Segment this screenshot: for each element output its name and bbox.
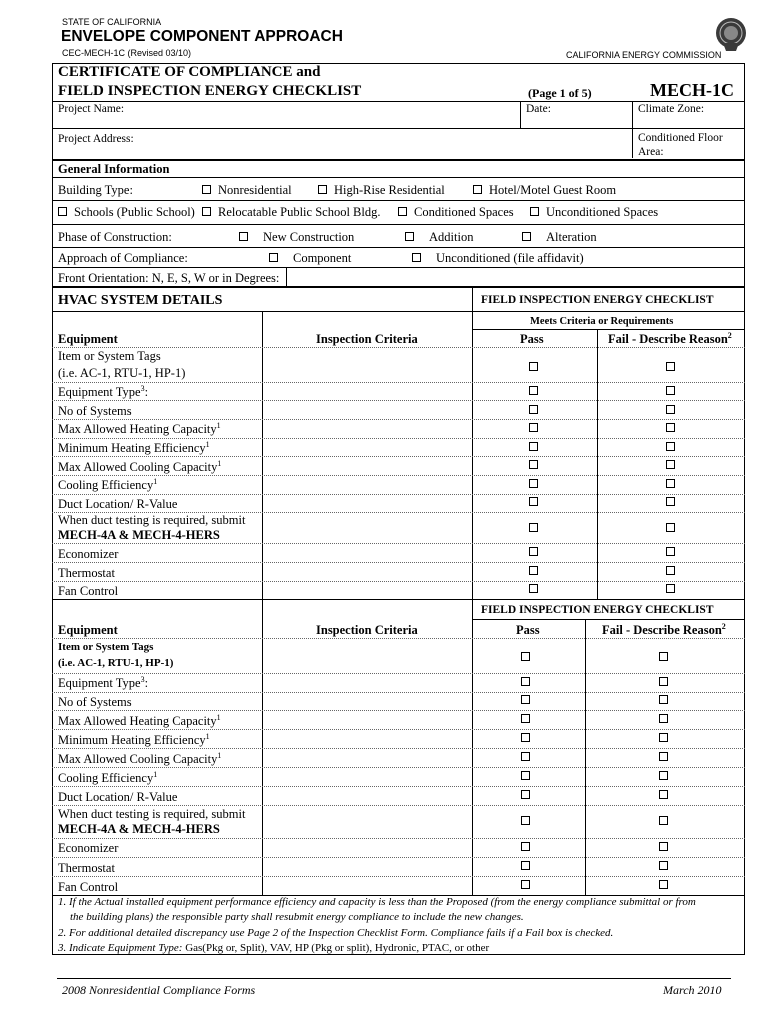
fail-checkbox-1-6[interactable] bbox=[666, 460, 675, 469]
pass-checkbox-1-12[interactable] bbox=[529, 584, 538, 593]
fail-checkbox-1-3[interactable] bbox=[666, 405, 675, 414]
climate-zone-label: Climate Zone: bbox=[638, 103, 705, 115]
pass-checkbox-1-10[interactable] bbox=[529, 547, 538, 556]
fail-checkbox-2-5[interactable] bbox=[659, 733, 668, 742]
footnote-1a: 1. If the Actual installed equipment performance efficiency and capacity is less than the Proposed (from the energy compliance submittal or from bbox=[58, 896, 696, 908]
row-thermostat-2: Thermostat bbox=[58, 861, 115, 875]
pass-checkbox-2-3[interactable] bbox=[521, 695, 530, 704]
pass-checkbox-2-7[interactable] bbox=[521, 771, 530, 780]
pass-checkbox-1-1[interactable] bbox=[529, 362, 538, 371]
pass-checkbox-1-3[interactable] bbox=[529, 405, 538, 414]
pass-checkbox-2-11[interactable] bbox=[521, 861, 530, 870]
footnote-3: 3. Indicate Equipment Type: Gas(Pkg or, Split), VAV, HP (Pkg or split), Hydronic, PTAC, or other bbox=[58, 942, 490, 954]
fail-checkbox-2-12[interactable] bbox=[659, 880, 668, 889]
fail-checkbox-1-11[interactable] bbox=[666, 566, 675, 575]
fail-checkbox-2-4[interactable] bbox=[659, 714, 668, 723]
row-no-systems-1: No of Systems bbox=[58, 404, 132, 418]
bt-unconditioned-checkbox[interactable] bbox=[530, 207, 539, 216]
col-pass-1: Pass bbox=[520, 332, 544, 346]
fail-checkbox-2-1[interactable] bbox=[659, 652, 668, 661]
form-id: MECH-1C bbox=[650, 80, 734, 100]
project-name-label: Project Name: bbox=[58, 103, 125, 115]
approach-component-checkbox[interactable] bbox=[269, 253, 278, 262]
building-type-label: Building Type: bbox=[58, 183, 133, 197]
row-equipment-type-1: Equipment Type$^3$: bbox=[58, 384, 149, 399]
fail-checkbox-1-2[interactable] bbox=[666, 386, 675, 395]
pass-checkbox-2-8[interactable] bbox=[521, 790, 530, 799]
row-duct-test-1a: When duct testing is required, submit bbox=[58, 513, 246, 527]
row-max-cooling-2: Max Allowed Cooling Capacity$^1$ bbox=[58, 751, 222, 766]
phase-new-checkbox[interactable] bbox=[239, 232, 248, 241]
row-fan-control-2: Fan Control bbox=[58, 880, 119, 894]
bt-relocatable-checkbox[interactable] bbox=[202, 207, 211, 216]
row-economizer-2: Economizer bbox=[58, 841, 119, 855]
phase-alteration-option[interactable]: Alteration bbox=[522, 230, 597, 244]
pass-checkbox-1-6[interactable] bbox=[529, 460, 538, 469]
form-approach-title: ENVELOPE COMPONENT APPROACH bbox=[61, 28, 343, 45]
pass-checkbox-2-1[interactable] bbox=[521, 652, 530, 661]
pass-checkbox-2-5[interactable] bbox=[521, 733, 530, 742]
row-tags-2a: Item or System Tags bbox=[58, 641, 154, 653]
row-max-heating-2: Max Allowed Heating Capacity$^1$ bbox=[58, 713, 221, 728]
fail-checkbox-2-8[interactable] bbox=[659, 790, 668, 799]
pass-checkbox-1-7[interactable] bbox=[529, 479, 538, 488]
date-label: Date: bbox=[526, 103, 551, 115]
fail-checkbox-1-8[interactable] bbox=[666, 497, 675, 506]
fail-checkbox-2-6[interactable] bbox=[659, 752, 668, 761]
col-fail-1: Fail - Describe Reason$^2$ bbox=[608, 331, 732, 346]
fail-checkbox-1-7[interactable] bbox=[666, 479, 675, 488]
hvac-heading: HVAC SYSTEM DETAILS bbox=[58, 293, 223, 308]
agency-name: CALIFORNIA ENERGY COMMISSION bbox=[566, 50, 722, 60]
general-info-heading: General Information bbox=[58, 162, 170, 176]
row-duct-1: Duct Location/ R-Value bbox=[58, 497, 178, 511]
floor-area-label-1: Conditioned Floor bbox=[638, 132, 723, 144]
row-duct-test-1b: MECH-4A & MECH-4-HERS bbox=[58, 528, 220, 542]
state-label: STATE OF CALIFORNIA bbox=[62, 17, 162, 27]
phase-new-option[interactable]: New Construction bbox=[239, 230, 354, 244]
pass-checkbox-1-2[interactable] bbox=[529, 386, 538, 395]
pass-checkbox-2-6[interactable] bbox=[521, 752, 530, 761]
fail-checkbox-2-11[interactable] bbox=[659, 861, 668, 870]
fail-checkbox-2-2[interactable] bbox=[659, 677, 668, 686]
row-max-heating-1: Max Allowed Heating Capacity$^1$ bbox=[58, 421, 221, 436]
fail-checkbox-2-9[interactable] bbox=[659, 816, 668, 825]
front-orientation-label: Front Orientation: N, E, S, W or in Degrees: bbox=[58, 271, 280, 285]
col-pass-2: Pass bbox=[516, 623, 540, 637]
pass-checkbox-1-8[interactable] bbox=[529, 497, 538, 506]
pass-checkbox-2-12[interactable] bbox=[521, 880, 530, 889]
phase-alteration-checkbox[interactable] bbox=[522, 232, 531, 241]
california-seal-icon bbox=[714, 13, 748, 55]
row-cooling-eff-1: Cooling Efficiency$^1$ bbox=[58, 477, 158, 492]
bt-schools-checkbox[interactable] bbox=[58, 207, 67, 216]
row-fan-control-1: Fan Control bbox=[58, 584, 119, 598]
row-tags-2b: (i.e. AC-1, RTU-1, HP-1) bbox=[58, 657, 174, 669]
row-thermostat-1: Thermostat bbox=[58, 566, 115, 580]
row-duct-2: Duct Location/ R-Value bbox=[58, 790, 178, 804]
pass-checkbox-1-11[interactable] bbox=[529, 566, 538, 575]
phase-addition-option[interactable]: Addition bbox=[405, 230, 473, 244]
bt-schools-option[interactable]: Schools (Public School) bbox=[58, 205, 195, 219]
checklist-heading-1: FIELD INSPECTION ENERGY CHECKLIST bbox=[481, 294, 714, 306]
footer-right: March 2010 bbox=[663, 983, 722, 997]
fail-checkbox-2-10[interactable] bbox=[659, 842, 668, 851]
pass-checkbox-2-9[interactable] bbox=[521, 816, 530, 825]
fail-checkbox-1-4[interactable] bbox=[666, 423, 675, 432]
row-min-heating-eff-1: Minimum Heating Efficiency$^1$ bbox=[58, 440, 210, 455]
row-tags-1b: (i.e. AC-1, RTU-1, HP-1) bbox=[58, 366, 186, 380]
phase-label: Phase of Construction: bbox=[58, 230, 172, 244]
footnote-2: 2. For additional detailed discrepancy use Page 2 of the Inspection Checklist Form. Compliance fails if a Fail box is checked. bbox=[58, 927, 614, 939]
pass-checkbox-2-10[interactable] bbox=[521, 842, 530, 851]
pass-checkbox-2-2[interactable] bbox=[521, 677, 530, 686]
bt-hotel-checkbox[interactable] bbox=[473, 185, 482, 194]
pass-checkbox-1-9[interactable] bbox=[529, 523, 538, 532]
bt-hotel-option[interactable]: Hotel/Motel Guest Room bbox=[473, 183, 616, 197]
fail-checkbox-2-3[interactable] bbox=[659, 695, 668, 704]
footer-left: 2008 Nonresidential Compliance Forms bbox=[62, 983, 256, 997]
project-address-label: Project Address: bbox=[58, 133, 134, 145]
row-max-cooling-1: Max Allowed Cooling Capacity$^1$ bbox=[58, 459, 222, 474]
bt-relocatable-option[interactable]: Relocatable Public School Bldg. bbox=[202, 205, 380, 219]
floor-area-label-2: Area: bbox=[638, 146, 664, 158]
row-cooling-eff-2: Cooling Efficiency$^1$ bbox=[58, 770, 158, 785]
col-criteria-2: Inspection Criteria bbox=[316, 623, 418, 637]
col-equipment-2: Equipment bbox=[58, 623, 118, 637]
fail-checkbox-2-7[interactable] bbox=[659, 771, 668, 780]
bt-nonresidential-checkbox[interactable] bbox=[202, 185, 211, 194]
fail-checkbox-1-1[interactable] bbox=[666, 362, 675, 371]
col-fail-2: Fail - Describe Reason$^2$ bbox=[602, 622, 726, 637]
checklist-title: FIELD INSPECTION ENERGY CHECKLIST bbox=[58, 83, 362, 99]
bt-unconditioned-option[interactable]: Unconditioned Spaces bbox=[530, 205, 658, 219]
approach-unconditioned-checkbox[interactable] bbox=[412, 253, 421, 262]
row-min-heating-eff-2: Minimum Heating Efficiency$^1$ bbox=[58, 732, 210, 747]
bt-nonresidential-option[interactable]: Nonresidential bbox=[202, 183, 292, 197]
certificate-title: CERTIFICATE OF COMPLIANCE and bbox=[58, 64, 321, 80]
bt-highrise-option[interactable]: High-Rise Residential bbox=[318, 183, 445, 197]
row-duct-test-2b: MECH-4A & MECH-4-HERS bbox=[58, 822, 220, 836]
page-indicator: (Page 1 of 5) bbox=[528, 86, 592, 100]
approach-component-option[interactable]: Component bbox=[269, 251, 351, 265]
pass-checkbox-2-4[interactable] bbox=[521, 714, 530, 723]
fail-checkbox-1-9[interactable] bbox=[666, 523, 675, 532]
pass-checkbox-1-4[interactable] bbox=[529, 423, 538, 432]
fail-checkbox-1-12[interactable] bbox=[666, 584, 675, 593]
approach-unconditioned-option[interactable]: Unconditioned (file affidavit) bbox=[412, 251, 584, 265]
row-tags-1a: Item or System Tags bbox=[58, 349, 161, 363]
bt-conditioned-checkbox[interactable] bbox=[398, 207, 407, 216]
form-code: CEC-MECH-1C (Revised 03/10) bbox=[62, 48, 192, 58]
phase-addition-checkbox[interactable] bbox=[405, 232, 414, 241]
footnote-1b: the building plans) the responsible party shall resubmit energy compliance to include the new changes. bbox=[70, 911, 524, 923]
row-economizer-1: Economizer bbox=[58, 547, 119, 561]
approach-label: Approach of Compliance: bbox=[58, 251, 188, 265]
fail-checkbox-1-10[interactable] bbox=[666, 547, 675, 556]
meets-criteria-label: Meets Criteria or Requirements bbox=[530, 316, 674, 327]
pass-checkbox-1-5[interactable] bbox=[529, 442, 538, 451]
checklist-heading-2: FIELD INSPECTION ENERGY CHECKLIST bbox=[481, 604, 714, 616]
col-equipment-1: Equipment bbox=[58, 332, 118, 346]
row-equipment-type-2: Equipment Type$^3$: bbox=[58, 675, 149, 690]
bt-conditioned-option[interactable]: Conditioned Spaces bbox=[398, 205, 514, 219]
col-criteria-1: Inspection Criteria bbox=[316, 332, 418, 346]
row-no-systems-2: No of Systems bbox=[58, 695, 132, 709]
row-duct-test-2a: When duct testing is required, submit bbox=[58, 807, 246, 821]
bt-highrise-checkbox[interactable] bbox=[318, 185, 327, 194]
fail-checkbox-1-5[interactable] bbox=[666, 442, 675, 451]
